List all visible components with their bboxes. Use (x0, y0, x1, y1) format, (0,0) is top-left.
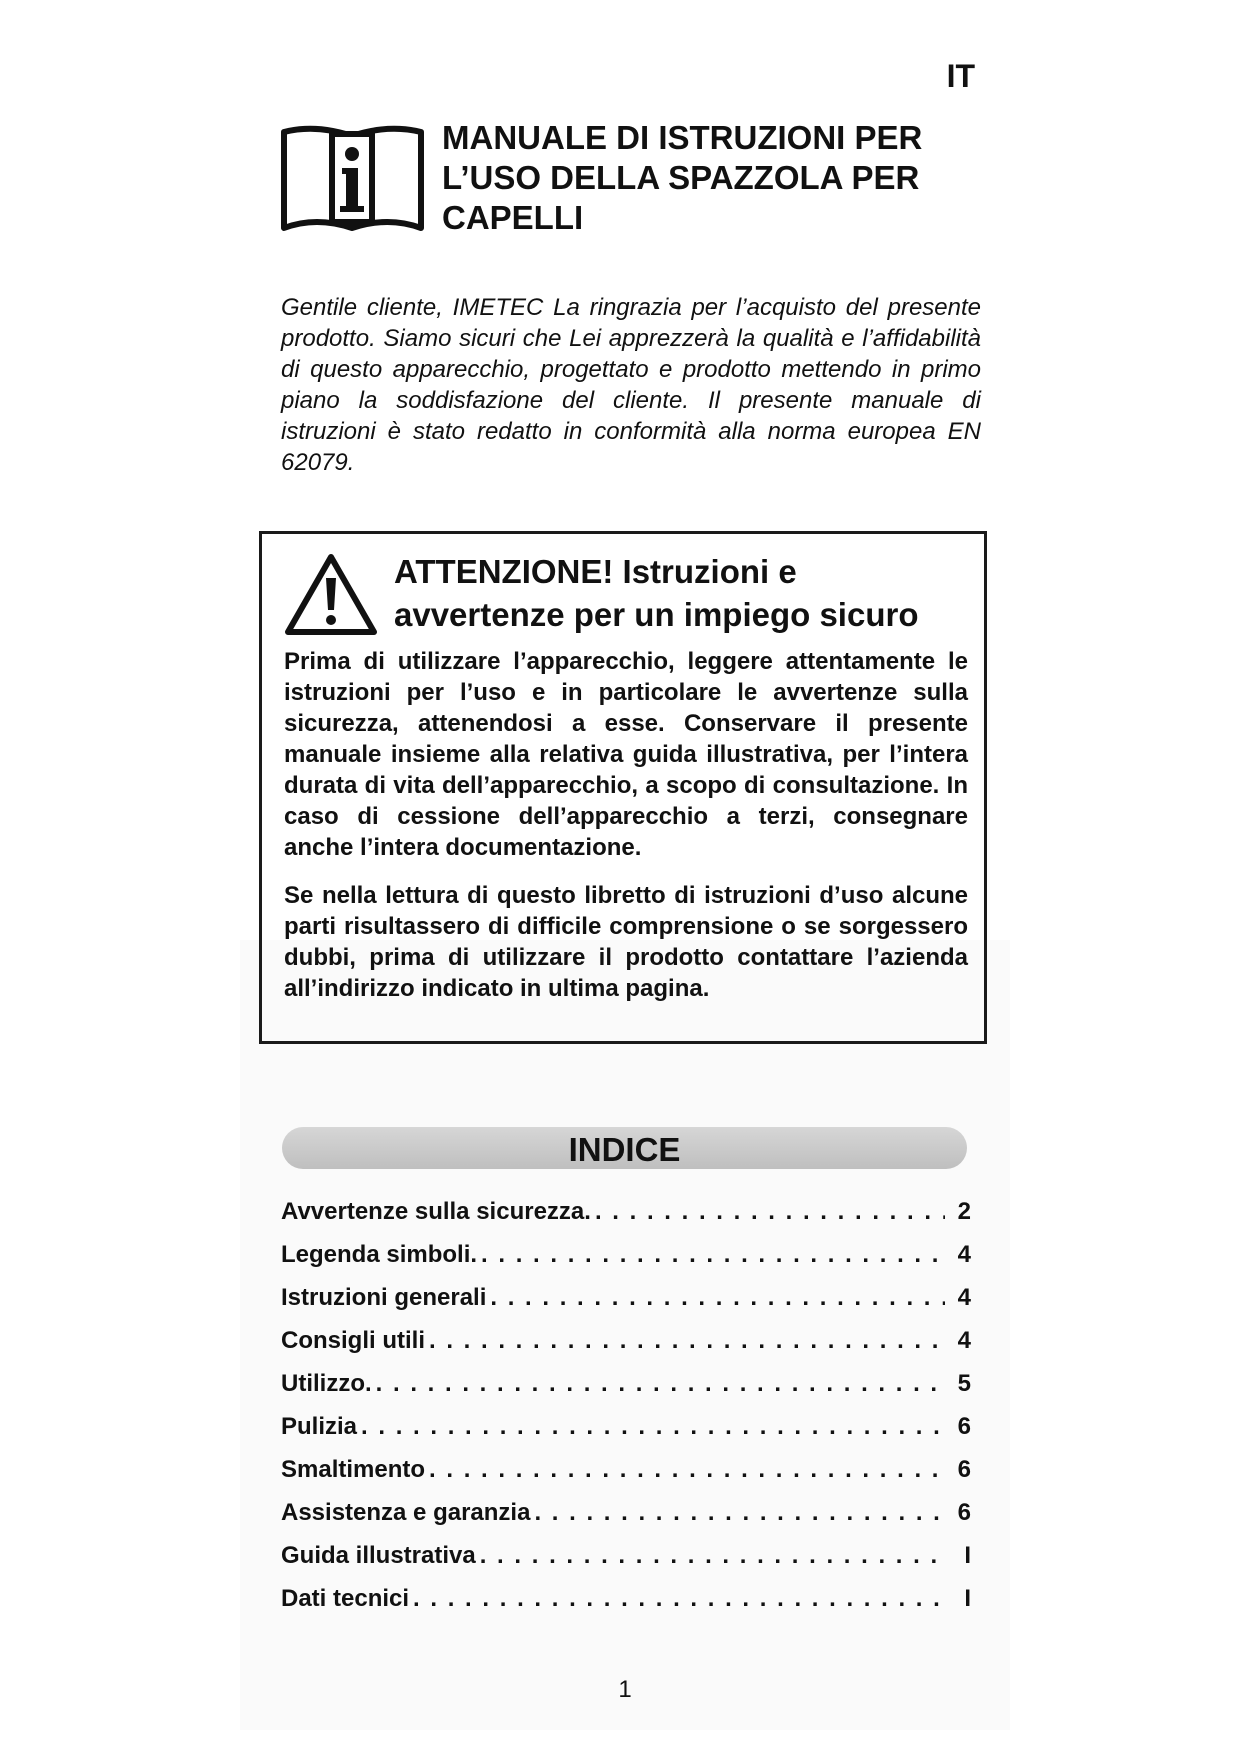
toc-entry-page: 6 (957, 1413, 971, 1440)
warning-title: ATTENZIONE! Istruzioni e avvertenze per un impiego sicuro (394, 553, 919, 633)
table-of-contents (281, 1198, 971, 1628)
warning-paragraph: Prima di utilizzare l’apparecchio, leggere attentamente le istruzioni per l’uso e in particolare le avvertenze sulla sicurezza, attenendosi a esse. Conservare il presente manuale insieme alla relativa guida illustrativa, per l’intera durata di vita dell’apparecchio, a scopo di consultazione. In caso di cessione dell’apparecchio a terzi, consegnare anche l’intera documentazione. (284, 648, 968, 861)
toc-leader-dots (534, 1499, 945, 1527)
toc-entry-page: 6 (957, 1456, 971, 1483)
toc-entry (281, 1413, 971, 1456)
toc-leader-dots (376, 1370, 945, 1398)
toc-leader-dots (361, 1413, 945, 1441)
warning-box (259, 531, 987, 1044)
toc-title: INDICE (568, 1131, 681, 1168)
warning-triangle-icon (284, 552, 378, 636)
toc-entry-page: 5 (957, 1370, 971, 1397)
book-info-icon (280, 124, 425, 232)
toc-entry-page: I (964, 1542, 971, 1569)
toc-entry-page: I (964, 1585, 971, 1612)
toc-entry (281, 1370, 971, 1413)
warning-paragraph: Se nella lettura di questo libretto di istruzioni d’uso alcune parti risultassero di difficile comprensione o se sorgessero dubbi, prima di utilizzare il prodotto contattare l’azienda all’indirizzo indicato in ultima pagina. (284, 882, 968, 1002)
toc-entry-page: 4 (957, 1284, 971, 1311)
toc-entry (281, 1241, 971, 1284)
toc-entry (281, 1327, 971, 1370)
toc-entry-label: Dati tecnici (281, 1585, 410, 1612)
toc-entry (281, 1542, 971, 1585)
toc-entry-label: Pulizia (281, 1413, 358, 1440)
toc-leader-dots (429, 1456, 945, 1484)
toc-entry-page: 4 (957, 1327, 971, 1354)
toc-entry-label: Assistenza e garanzia (281, 1499, 531, 1526)
toc-leader-dots (490, 1284, 945, 1312)
toc-entry (281, 1585, 971, 1628)
page-number: 1 (618, 1676, 632, 1703)
toc-entry-page: 4 (957, 1241, 971, 1268)
toc-entry (281, 1284, 971, 1327)
toc-entry (281, 1456, 971, 1499)
toc-entry-page: 2 (957, 1198, 971, 1225)
toc-leader-dots (480, 1542, 945, 1570)
toc-entry (281, 1198, 971, 1241)
toc-entry-label: Consigli utili (281, 1327, 425, 1354)
toc-entry (281, 1499, 971, 1542)
toc-entry-label: Guida illustrativa (281, 1542, 476, 1569)
toc-entry-label: Utilizzo. (281, 1370, 372, 1397)
manual-title: MANUALE DI ISTRUZIONI PER L’USO DELLA SPAZZOLA PER CAPELLI (442, 119, 923, 236)
toc-leader-dots (595, 1198, 945, 1226)
toc-entry-label: Istruzioni generali (281, 1284, 487, 1311)
toc-leader-dots (429, 1327, 945, 1355)
intro-paragraph: Gentile cliente, IMETEC La ringrazia per l’acquisto del presente prodotto. Siamo sicuri che Lei apprezzerà la qualità e l’affidabilità di questo apparecchio, progettato e prodotto mettendo in primo piano la soddisfazione del cliente. Il presente manuale di istruzioni è stato redatto in conformità alla norma europea EN 62079. (281, 294, 981, 476)
toc-entry-label: Legenda simboli. (281, 1241, 478, 1268)
toc-entry-label: Smaltimento (281, 1456, 426, 1483)
toc-entry-page: 6 (957, 1499, 971, 1526)
toc-entry-label: Avvertenze sulla sicurezza. (281, 1198, 591, 1225)
toc-leader-dots (413, 1585, 945, 1613)
toc-leader-dots (481, 1241, 945, 1269)
language-tag: IT (946, 58, 975, 94)
toc-header-bar (282, 1127, 967, 1169)
